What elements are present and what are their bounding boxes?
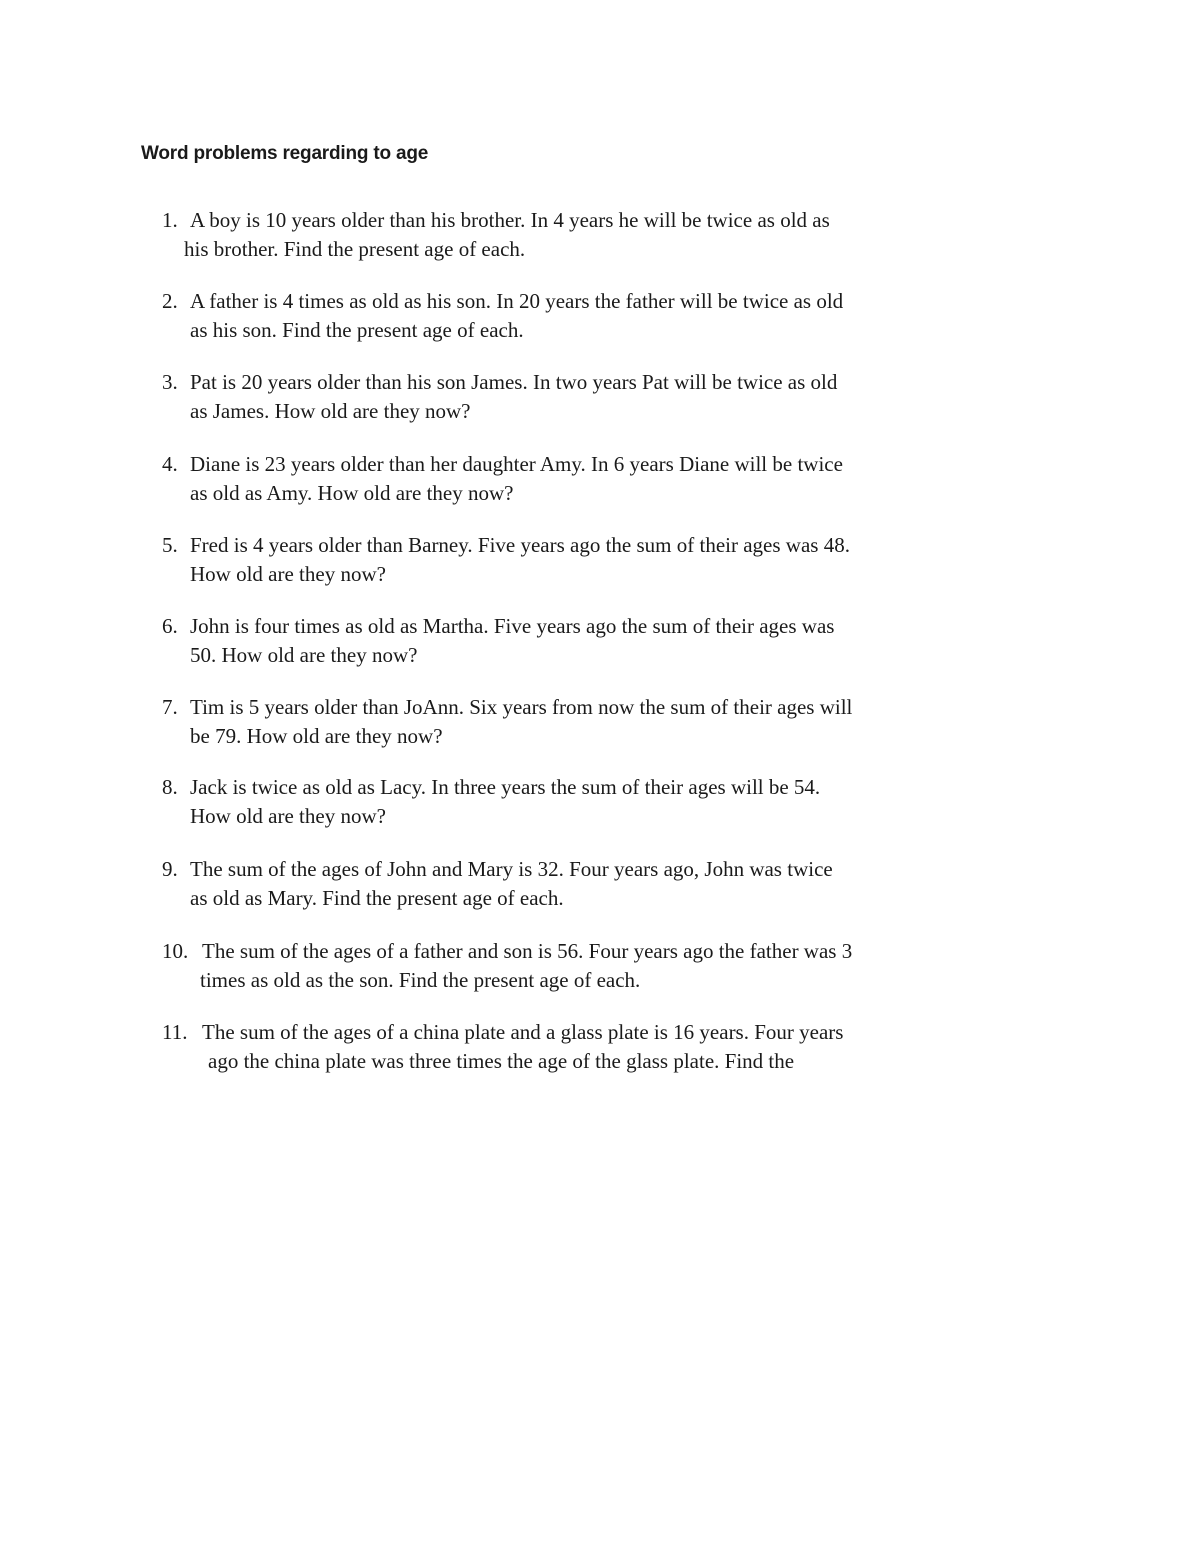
problem-item	[162, 612, 1002, 670]
problem-line	[162, 368, 1002, 397]
problem-item	[162, 531, 1002, 589]
problem-line	[162, 1018, 1002, 1047]
problem-text: 50. How old are they now?	[190, 643, 418, 667]
problem-text: The sum of the ages of a father and son is 56. Four years ago the father was 3	[202, 939, 853, 963]
problem-text: A boy is 10 years older than his brother. In 4 years he will be twice as old as	[190, 208, 830, 232]
problem-number: 9.	[162, 857, 178, 881]
problem-line	[162, 531, 1002, 560]
problem-text: times as old as the son. Find the present age of each.	[200, 968, 641, 992]
problem-item	[162, 206, 1002, 264]
problem-text: as old as Amy. How old are they now?	[190, 481, 514, 505]
problem-line	[162, 693, 1002, 722]
problem-text: Fred is 4 years older than Barney. Five years ago the sum of their ages was 48.	[190, 533, 850, 557]
problem-line	[162, 287, 1002, 316]
problem-text: as old as Mary. Find the present age of each.	[190, 886, 564, 910]
problem-line	[162, 612, 1002, 641]
problem-text: be 79. How old are they now?	[190, 724, 443, 748]
problem-number: 8.	[162, 775, 178, 799]
problem-line	[162, 773, 1002, 802]
problem-text: Diane is 23 years older than her daughter Amy. In 6 years Diane will be twice	[190, 452, 843, 476]
problem-item	[162, 450, 1002, 508]
problem-item	[162, 287, 1002, 345]
problem-item	[162, 693, 1002, 751]
problem-text: How old are they now?	[190, 562, 386, 586]
problem-line	[162, 855, 1002, 884]
problem-item	[162, 773, 1002, 831]
problem-text: his brother. Find the present age of each.	[184, 237, 526, 261]
problem-number: 6.	[162, 614, 178, 638]
problem-text: Jack is twice as old as Lacy. In three years the sum of their ages will be 54.	[190, 775, 821, 799]
problem-text: as James. How old are they now?	[190, 399, 471, 423]
problem-number: 5.	[162, 533, 178, 557]
problem-text: A father is 4 times as old as his son. In 20 years the father will be twice as old	[190, 289, 844, 313]
problem-number: 1.	[162, 208, 178, 232]
problem-text: Tim is 5 years older than JoAnn. Six years from now the sum of their ages will	[190, 695, 853, 719]
problem-text: How old are they now?	[190, 804, 386, 828]
problem-text: The sum of the ages of a china plate and a glass plate is 16 years. Four years	[202, 1020, 844, 1044]
problem-line	[162, 450, 1002, 479]
problem-text: as his son. Find the present age of each.	[190, 318, 524, 342]
problem-text: The sum of the ages of John and Mary is 32. Four years ago, John was twice	[190, 857, 833, 881]
problem-line	[162, 206, 1002, 235]
problem-number: 4.	[162, 452, 178, 476]
problem-item	[162, 855, 1002, 913]
problem-item	[162, 1018, 1002, 1076]
problem-number: 3.	[162, 370, 178, 394]
problem-text: Pat is 20 years older than his son James. In two years Pat will be twice as old	[190, 370, 838, 394]
problem-number: 7.	[162, 695, 178, 719]
problem-number: 11.	[162, 1020, 188, 1044]
problem-text: John is four times as old as Martha. Five years ago the sum of their ages was	[190, 614, 835, 638]
problem-item	[162, 368, 1002, 426]
problem-line	[162, 937, 1002, 966]
problem-number: 10.	[162, 939, 189, 963]
document-title: Word problems regarding to age	[141, 143, 429, 164]
problem-item	[162, 937, 1002, 995]
problem-text: ago the china plate was three times the age of the glass plate. Find the	[208, 1049, 795, 1073]
problem-number: 2.	[162, 289, 178, 313]
